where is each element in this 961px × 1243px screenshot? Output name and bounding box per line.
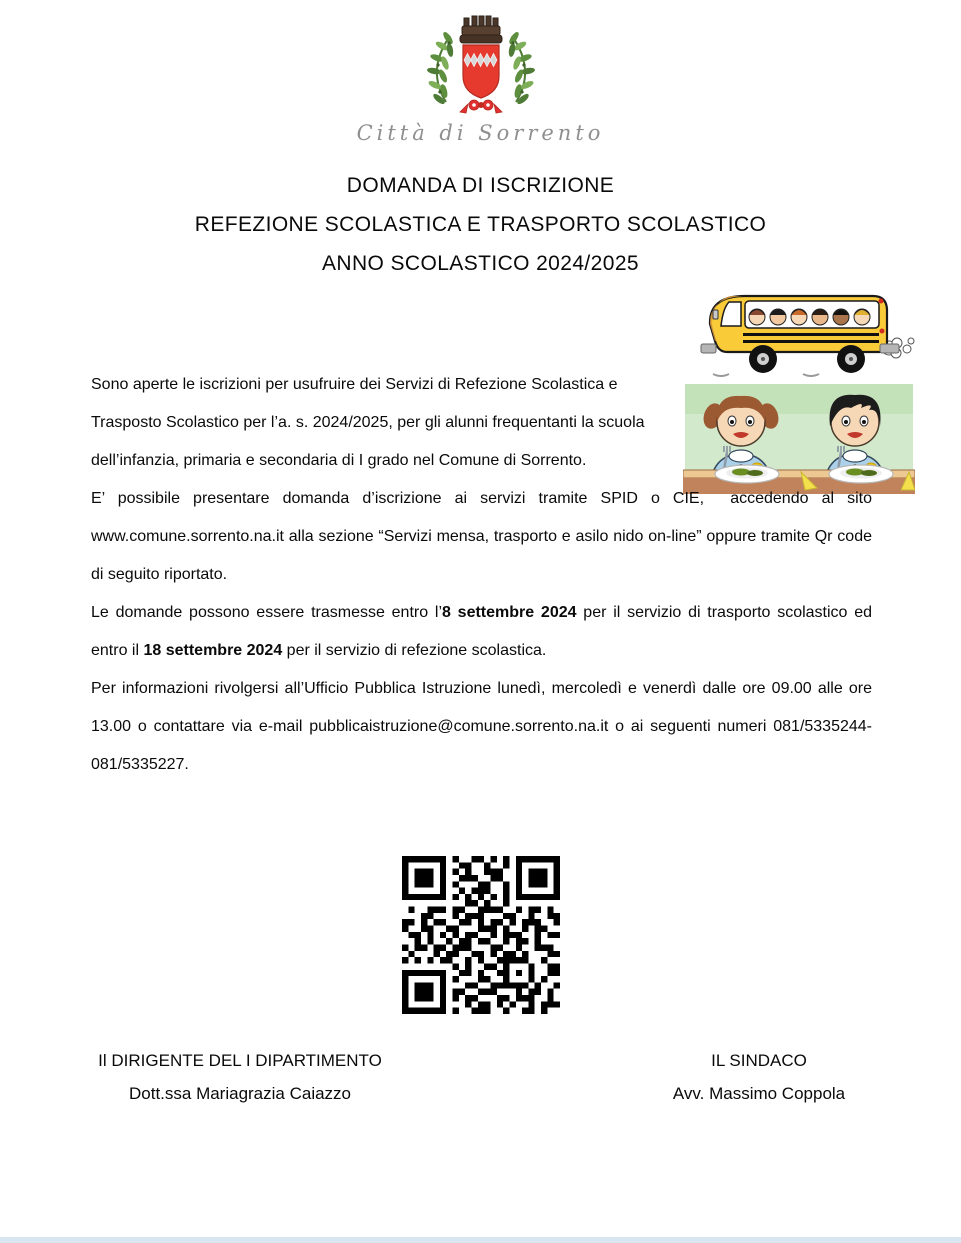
signature-right-role: IL SINDACO	[711, 1051, 807, 1070]
title-line-2: REFEZIONE SCOLASTICA E TRASPORTO SCOLASTICO	[194, 213, 767, 236]
paragraph-intro: Sono aperte le iscrizioni per usufruire dei Servizi di Refezione Scolastica e Trasposto Scolastico per l’a. s. 2024/2025, per gli alunni frequentanti la scuola dell’infanzia, primaria e secondaria di I grado nel Comune di Sorrento.	[91, 376, 649, 469]
sorrento-coat-of-arms-icon	[406, 8, 556, 120]
emblem-block	[0, 8, 961, 145]
signature-left-role: Il DIRIGENTE DEL I DIPARTIMENTO	[98, 1051, 382, 1070]
signature-left-name: Dott.ssa Mariagrazia Caiazzo	[128, 1084, 352, 1103]
emblem-caption: Città di Sorrento	[356, 121, 605, 145]
deadline-text-mid: per il servizio di trasporto scolastico ed entro il	[91, 604, 877, 659]
crown-icon	[460, 16, 502, 43]
document-title	[0, 166, 961, 283]
qr-code	[402, 856, 560, 1014]
deadline-text-pre: Le domande possono essere trasmesse entro l’	[91, 604, 443, 621]
paragraph-spid-cie: E’ possibile presentare domanda d’iscrizione ai servizi tramite SPID o CIE, accedendo al sito www.comune.sorrento.na.it alla sezione “Servizi mensa, trasporto e asilo nido on-line” oppure tramite Qr code di seguito riportato.	[91, 490, 877, 583]
title-line-3: ANNO SCOLASTICO 2024/2025	[322, 252, 639, 275]
scan-artifact-strip	[0, 1237, 961, 1243]
paragraph-contacts: Per informazioni rivolgersi all’Ufficio Pubblica Istruzione lunedì, mercoledì e venerdì dalle ore 09.00 alle ore 13.00 o contattare via e-mail pubblicaistruzione@comune.sorrento.na.it o ai seguenti numeri 081/5335244-081/5335227.	[91, 680, 877, 773]
signature-right	[638, 1044, 880, 1110]
paragraph-deadlines	[91, 594, 877, 670]
signature-right-name: Avv. Massimo Coppola	[672, 1084, 846, 1103]
document-body	[91, 366, 877, 784]
signature-left	[85, 1044, 395, 1110]
deadline-date-refezione: 18 settembre 2024	[143, 642, 283, 659]
ribbon-bow-icon	[460, 100, 502, 113]
deadline-text-post: per il servizio di refezione scolastica.	[282, 642, 547, 659]
title-line-1: DOMANDA DI ISCRIZIONE	[346, 174, 615, 197]
deadline-date-transport: 8 settembre 2024	[442, 604, 577, 621]
qr-code-icon	[402, 856, 560, 1014]
